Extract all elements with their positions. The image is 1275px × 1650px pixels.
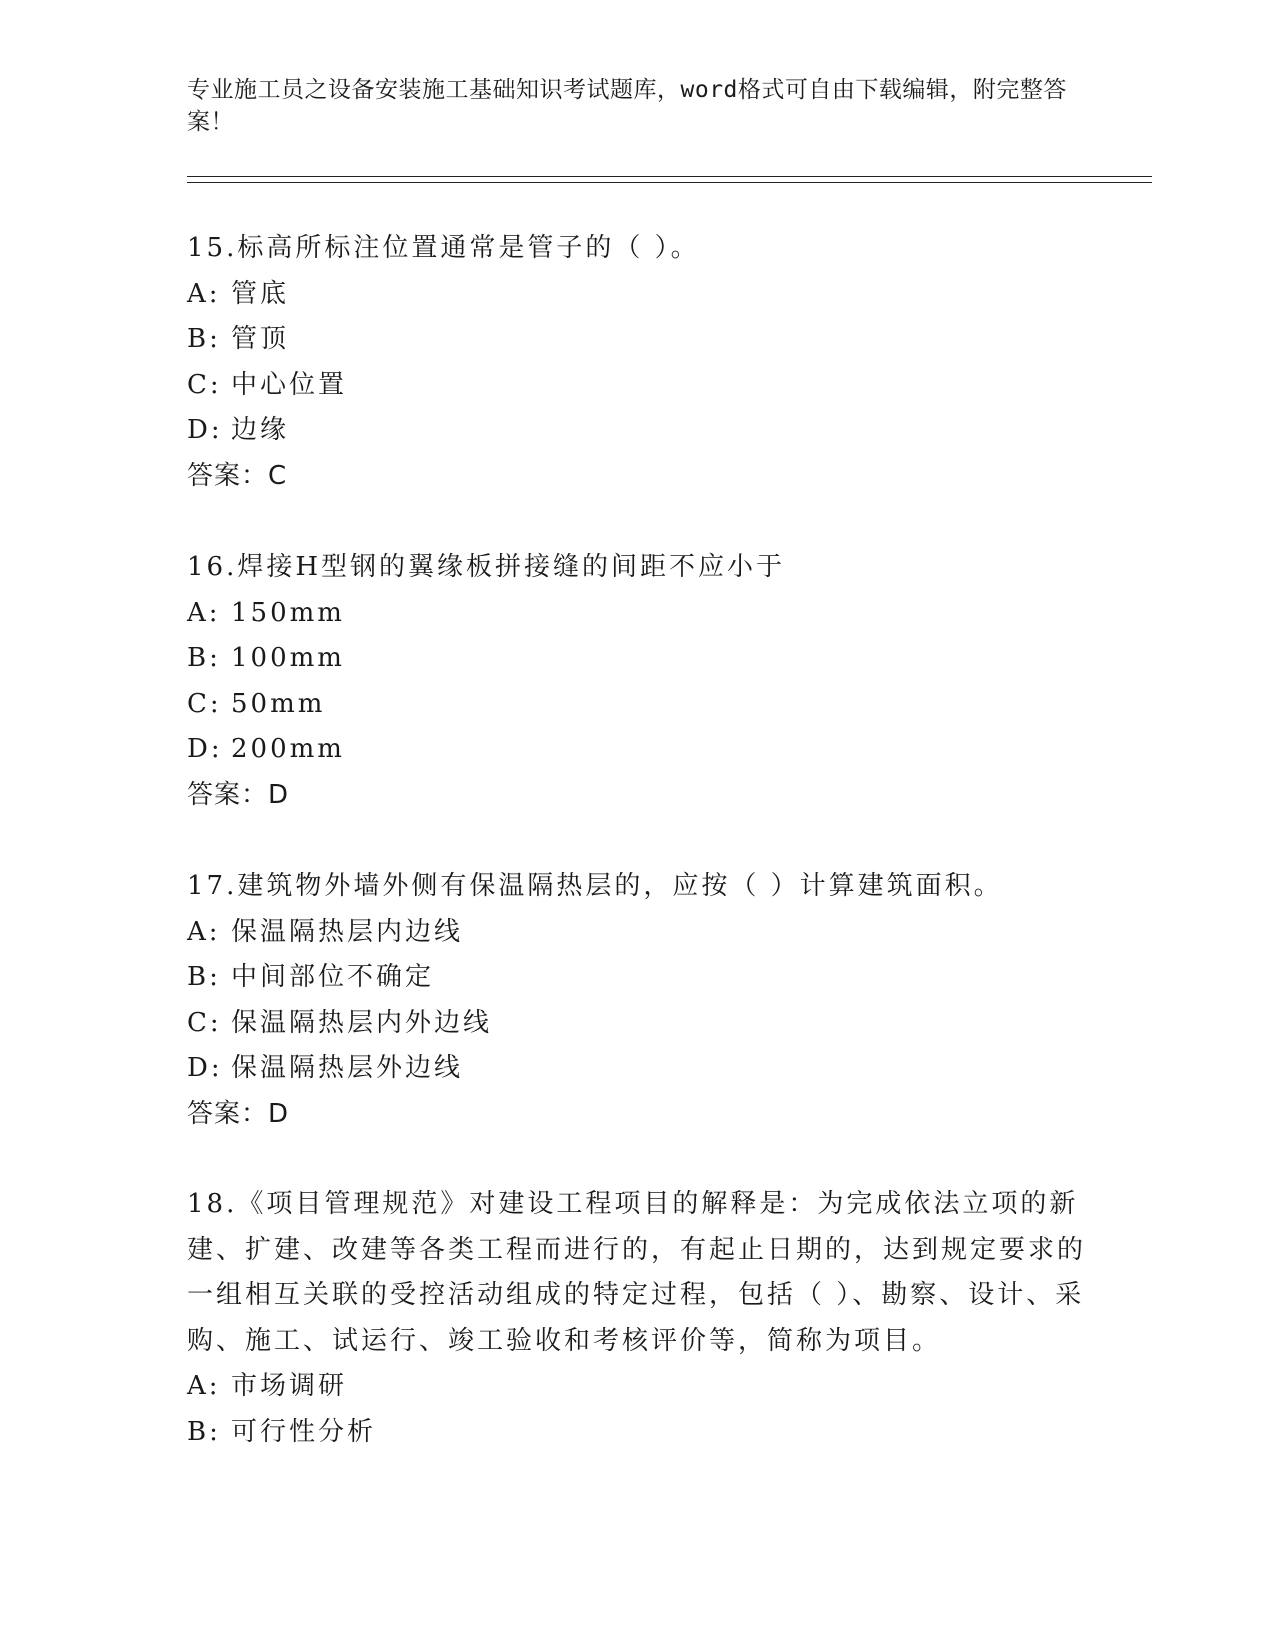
option-text: 200mm (231, 734, 345, 764)
question-stem: 15.标高所标注位置通常是管子的（ ）。 (187, 233, 700, 263)
option-key: B: (187, 1416, 221, 1447)
option-a (187, 272, 1087, 318)
option-text: 保温隔热层外边线 (231, 1053, 464, 1083)
document-header: 专业施工员之设备安装施工基础知识考试题库，word格式可自由下载编辑，附完整答案！ (187, 77, 1067, 135)
question-18 (187, 1182, 1087, 1455)
option-key: D: (187, 1053, 223, 1083)
option-a (187, 910, 1087, 956)
answer-line: 答案：D (187, 779, 290, 810)
header-divider-line (187, 182, 1152, 183)
option-key: B: (187, 962, 221, 992)
answer-line: 答案：D (187, 1098, 290, 1129)
question-stem: 18.《项目管理规范》对建设工程项目的解释是：为完成依法立项的新建、扩建、改建等各类工程而进行的，有起止日期的，达到规定要求的一组相互关联的受控活动组成的特定过程，包括（ ）、勘察、设计、采购、施工、试运行、竣工验收和考核评价等，简称为项目。 (187, 1189, 1087, 1356)
option-key: C: (187, 369, 222, 400)
option-text: 管底 (231, 278, 290, 309)
option-b (187, 317, 1087, 363)
option-key: C: (187, 1007, 222, 1038)
question-17 (187, 864, 1087, 1137)
option-key: C: (187, 688, 222, 719)
option-text: 市场调研 (231, 1371, 348, 1401)
option-text: 管顶 (231, 324, 290, 354)
option-c (187, 682, 1087, 728)
option-c (187, 1001, 1087, 1047)
question-15 (187, 226, 1087, 499)
option-d (187, 408, 1087, 454)
question-stem: 16.焊接H型钢的翼缘板拼接缝的间距不应小于 (187, 552, 786, 582)
option-b (187, 1410, 1087, 1456)
option-text: 150mm (231, 597, 345, 628)
option-text: 保温隔热层内边线 (231, 916, 464, 947)
header-divider-line (187, 176, 1152, 177)
option-key: A: (187, 916, 221, 947)
option-key: A: (187, 1371, 221, 1401)
option-key: B: (187, 643, 221, 673)
option-key: D: (187, 734, 223, 764)
option-key: D: (187, 415, 223, 445)
option-d (187, 1046, 1087, 1092)
option-text: 可行性分析 (231, 1416, 377, 1447)
option-text: 50mm (231, 688, 326, 719)
option-key: B: (187, 324, 221, 354)
option-key: A: (187, 597, 221, 628)
option-text: 保温隔热层内外边线 (231, 1007, 493, 1038)
option-a (187, 591, 1087, 637)
option-key: A: (187, 278, 221, 309)
option-b (187, 636, 1087, 682)
option-text: 100mm (231, 643, 345, 673)
question-stem: 17.建筑物外墙外侧有保温隔热层的，应按（ ）计算建筑面积。 (187, 871, 1003, 901)
option-text: 中间部位不确定 (231, 962, 435, 992)
option-c (187, 363, 1087, 409)
option-text: 边缘 (231, 415, 290, 445)
option-d (187, 727, 1087, 773)
option-a (187, 1364, 1087, 1410)
option-text: 中心位置 (231, 369, 348, 400)
option-b (187, 955, 1087, 1001)
question-16 (187, 545, 1087, 818)
answer-line: 答案：C (187, 460, 288, 491)
